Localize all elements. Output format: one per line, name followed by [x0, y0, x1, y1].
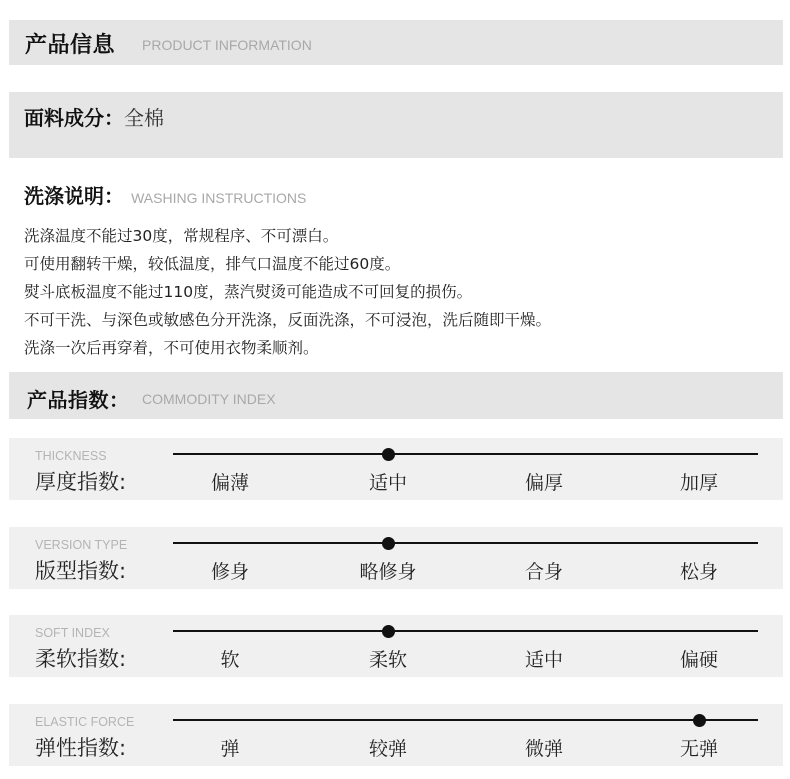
index-option: 偏硬 — [679, 649, 718, 671]
washing-header — [24, 180, 306, 209]
index-row-en: THICKNESS — [35, 449, 107, 463]
index-row-soft — [9, 615, 783, 677]
index-option: 略修身 — [359, 561, 417, 583]
fabric-label: 面料成分： — [24, 106, 124, 130]
index-row-en: SOFT INDEX — [35, 626, 110, 640]
index-option: 合身 — [524, 561, 563, 583]
index-row-en: VERSION TYPE — [35, 538, 128, 552]
commodity-index-title: 产品指数： — [27, 388, 130, 412]
index-option: 适中 — [524, 649, 563, 671]
commodity-index-header — [9, 372, 783, 419]
index-option: 修身 — [210, 561, 249, 583]
index-option: 弹 — [220, 738, 240, 760]
index-marker — [693, 714, 706, 727]
index-option: 较弹 — [368, 738, 407, 760]
washing-line-2: 可使用翻转干燥，较低温度，排气口温度不能过60度。 — [24, 255, 401, 273]
index-option: 微弹 — [524, 738, 563, 760]
product-info-title: 产品信息 — [25, 33, 116, 58]
fabric-section — [9, 92, 783, 158]
washing-line-3: 熨斗底板温度不能过110度，蒸汽熨烫可能造成不可回复的损伤。 — [24, 283, 473, 301]
product-info-header — [9, 20, 783, 65]
commodity-index-subtitle: COMMODITY INDEX — [142, 391, 276, 407]
index-row-label: 厚度指数: — [35, 470, 127, 494]
washing-line-1: 洗涤温度不能过30度，常规程序、不可漂白。 — [24, 227, 339, 245]
index-marker — [382, 537, 395, 550]
index-row-label: 弹性指数: — [35, 736, 127, 760]
index-marker — [382, 448, 395, 461]
index-option: 偏厚 — [524, 472, 563, 494]
index-scale-line — [173, 453, 758, 455]
washing-line-5: 洗涤一次后再穿着，不可使用衣物柔顺剂。 — [24, 339, 319, 357]
index-option: 松身 — [679, 561, 718, 583]
index-row-elastic — [9, 704, 783, 766]
fabric-row — [24, 102, 164, 131]
washing-subtitle: WASHING INSTRUCTIONS — [131, 190, 307, 206]
index-row-version-type — [9, 527, 783, 589]
index-row-thickness — [9, 438, 783, 500]
index-option: 无弹 — [679, 738, 718, 760]
product-info-subtitle: PRODUCT INFORMATION — [142, 37, 312, 53]
washing-line-4: 不可干洗、与深色或敏感色分开洗涤，反面洗涤，不可浸泡，洗后随即干燥。 — [24, 311, 552, 329]
index-marker — [382, 625, 395, 638]
index-option: 适中 — [368, 472, 407, 494]
index-row-label: 柔软指数: — [35, 647, 127, 671]
index-row-label: 版型指数: — [35, 559, 127, 583]
index-scale-line — [173, 630, 758, 632]
index-option: 软 — [220, 649, 240, 671]
index-scale-line — [173, 719, 758, 721]
index-option: 偏薄 — [210, 472, 249, 494]
fabric-value: 全棉 — [124, 106, 164, 130]
index-option: 加厚 — [679, 472, 718, 494]
index-scale-line — [173, 542, 758, 544]
washing-title: 洗涤说明： — [24, 184, 124, 208]
index-row-en: ELASTIC FORCE — [35, 715, 135, 729]
index-option: 柔软 — [368, 649, 407, 671]
